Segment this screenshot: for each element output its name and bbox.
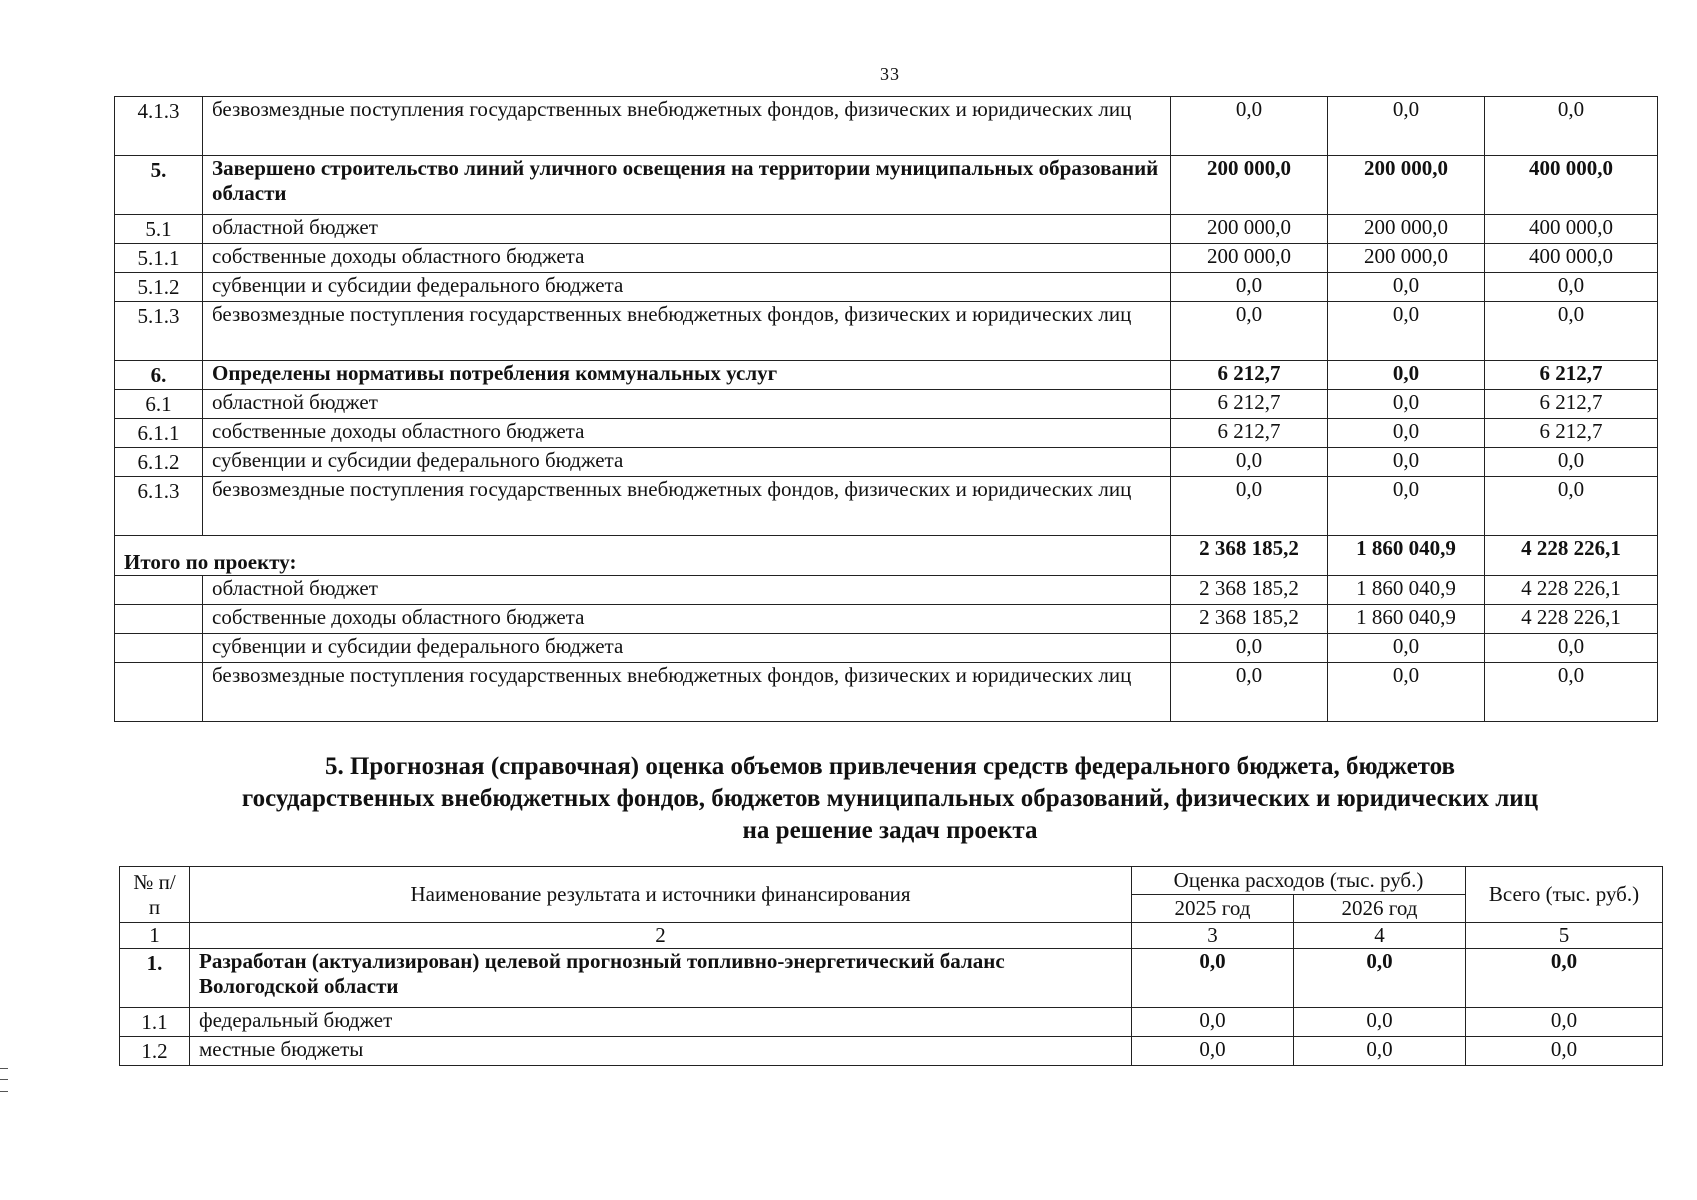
row-number-empty bbox=[115, 663, 203, 722]
value-2026: 0,0 bbox=[1294, 1008, 1466, 1037]
value-2026: 1 860 040,9 bbox=[1328, 576, 1485, 605]
value-2025: 6 212,7 bbox=[1171, 390, 1328, 419]
value-total: 6 212,7 bbox=[1485, 390, 1658, 419]
value-2026: 0,0 bbox=[1328, 448, 1485, 477]
value-2025: 200 000,0 bbox=[1171, 244, 1328, 273]
section-title: 5. Прогнозная (справочная) оценка объемов привлечения средств федерального бюджета, бюджетов государственных внебюджетных фондов, бюджетов муниципальных образований, физических и юридических лиц на решение задач проекта bbox=[241, 753, 1539, 844]
value-2026: 1 860 040,9 bbox=[1328, 605, 1485, 634]
column-number: 4 bbox=[1294, 923, 1466, 949]
row-number: 5. bbox=[115, 156, 203, 215]
row-number: 5.1.1 bbox=[115, 244, 203, 273]
header-total: Всего (тыс. руб.) bbox=[1466, 867, 1663, 923]
table-row bbox=[115, 605, 1658, 634]
row-number: 4.1.3 bbox=[115, 97, 203, 156]
value-total: 0,0 bbox=[1485, 97, 1658, 156]
row-name: областной бюджет bbox=[203, 215, 1171, 244]
table-row bbox=[120, 1008, 1663, 1037]
table-row bbox=[115, 244, 1658, 273]
column-number-row bbox=[120, 923, 1663, 949]
row-number: 6.1 bbox=[115, 390, 203, 419]
column-number: 2 bbox=[190, 923, 1132, 949]
table-row bbox=[115, 361, 1658, 390]
value-2025: 200 000,0 bbox=[1171, 215, 1328, 244]
table-row bbox=[120, 1037, 1663, 1066]
row-number-empty bbox=[115, 634, 203, 663]
row-name: областной бюджет bbox=[203, 390, 1171, 419]
row-number: 5.1.3 bbox=[115, 302, 203, 361]
value-2026: 0,0 bbox=[1328, 97, 1485, 156]
value-2025: 6 212,7 bbox=[1171, 361, 1328, 390]
total-value-2025: 2 368 185,2 bbox=[1171, 536, 1328, 576]
value-2026: 0,0 bbox=[1294, 949, 1466, 1008]
value-total: 0,0 bbox=[1485, 634, 1658, 663]
row-number: 6.1.3 bbox=[115, 477, 203, 536]
header-number: № п/п bbox=[120, 867, 190, 923]
value-total: 400 000,0 bbox=[1485, 215, 1658, 244]
row-number: 5.1 bbox=[115, 215, 203, 244]
total-label: Итого по проекту: bbox=[115, 536, 1171, 576]
table-row bbox=[115, 448, 1658, 477]
value-2026: 0,0 bbox=[1328, 477, 1485, 536]
row-name: безвозмездные поступления государственных внебюджетных фондов, физических и юридических лиц bbox=[203, 302, 1171, 361]
table-row bbox=[115, 97, 1658, 156]
row-number-empty bbox=[115, 605, 203, 634]
value-2026: 0,0 bbox=[1328, 390, 1485, 419]
margin-binding-mark bbox=[0, 1068, 8, 1092]
value-2026: 0,0 bbox=[1328, 663, 1485, 722]
value-2025: 0,0 bbox=[1132, 1037, 1294, 1066]
value-2026: 0,0 bbox=[1294, 1037, 1466, 1066]
value-total: 0,0 bbox=[1485, 273, 1658, 302]
total-row bbox=[115, 536, 1658, 576]
value-2025: 0,0 bbox=[1171, 634, 1328, 663]
value-total: 0,0 bbox=[1485, 302, 1658, 361]
value-total: 400 000,0 bbox=[1485, 156, 1658, 215]
value-2025: 0,0 bbox=[1171, 97, 1328, 156]
column-number: 5 bbox=[1466, 923, 1663, 949]
value-2026: 200 000,0 bbox=[1328, 244, 1485, 273]
table-row bbox=[115, 477, 1658, 536]
row-name: собственные доходы областного бюджета bbox=[203, 605, 1171, 634]
row-name: Разработан (актуализирован) целевой прогнозный топливно-энергетический баланс Вологодской области bbox=[190, 949, 1132, 1008]
value-2026: 0,0 bbox=[1328, 634, 1485, 663]
row-name: безвозмездные поступления государственных внебюджетных фондов, физических и юридических лиц bbox=[203, 477, 1171, 536]
row-name: собственные доходы областного бюджета bbox=[203, 244, 1171, 273]
row-number: 1.1 bbox=[120, 1008, 190, 1037]
row-number: 6.1.1 bbox=[115, 419, 203, 448]
header-row bbox=[120, 867, 1663, 895]
value-total: 0,0 bbox=[1466, 1037, 1663, 1066]
value-total: 0,0 bbox=[1485, 477, 1658, 536]
row-name: Завершено строительство линий уличного освещения на территории муниципальных образований области bbox=[203, 156, 1171, 215]
header-year-2026: 2026 год bbox=[1294, 895, 1466, 923]
table-row bbox=[115, 302, 1658, 361]
column-number: 1 bbox=[120, 923, 190, 949]
header-year-2025: 2025 год bbox=[1132, 895, 1294, 923]
value-2026: 0,0 bbox=[1328, 361, 1485, 390]
row-name: субвенции и субсидии федерального бюджета bbox=[203, 273, 1171, 302]
row-name: Определены нормативы потребления коммунальных услуг bbox=[203, 361, 1171, 390]
table-row bbox=[115, 215, 1658, 244]
header-name: Наименование результата и источники финансирования bbox=[190, 867, 1132, 923]
total-value-all: 4 228 226,1 bbox=[1485, 536, 1658, 576]
value-2025: 0,0 bbox=[1132, 949, 1294, 1008]
value-2025: 0,0 bbox=[1171, 273, 1328, 302]
value-2025: 0,0 bbox=[1171, 663, 1328, 722]
row-name: безвозмездные поступления государственных внебюджетных фондов, физических и юридических лиц bbox=[203, 663, 1171, 722]
value-2026: 200 000,0 bbox=[1328, 156, 1485, 215]
value-2025: 2 368 185,2 bbox=[1171, 576, 1328, 605]
row-number-empty bbox=[115, 576, 203, 605]
column-number: 3 bbox=[1132, 923, 1294, 949]
header-estimate: Оценка расходов (тыс. руб.) bbox=[1132, 867, 1466, 895]
forecast-table bbox=[119, 866, 1663, 1066]
total-value-2026: 1 860 040,9 bbox=[1328, 536, 1485, 576]
value-total: 0,0 bbox=[1485, 663, 1658, 722]
value-2025: 0,0 bbox=[1132, 1008, 1294, 1037]
value-2026: 200 000,0 bbox=[1328, 215, 1485, 244]
value-total: 4 228 226,1 bbox=[1485, 605, 1658, 634]
row-number: 1. bbox=[120, 949, 190, 1008]
table-row bbox=[115, 634, 1658, 663]
page-number: 33 bbox=[880, 64, 900, 84]
row-name: безвозмездные поступления государственных внебюджетных фондов, физических и юридических лиц bbox=[203, 97, 1171, 156]
table-row bbox=[115, 663, 1658, 722]
value-2025: 0,0 bbox=[1171, 477, 1328, 536]
value-total: 6 212,7 bbox=[1485, 419, 1658, 448]
value-total: 400 000,0 bbox=[1485, 244, 1658, 273]
row-name: федеральный бюджет bbox=[190, 1008, 1132, 1037]
value-total: 6 212,7 bbox=[1485, 361, 1658, 390]
row-name: субвенции и субсидии федерального бюджета bbox=[203, 448, 1171, 477]
row-name: областной бюджет bbox=[203, 576, 1171, 605]
value-2025: 6 212,7 bbox=[1171, 419, 1328, 448]
value-2025: 2 368 185,2 bbox=[1171, 605, 1328, 634]
table-row bbox=[120, 949, 1663, 1008]
value-2026: 0,0 bbox=[1328, 419, 1485, 448]
table-row bbox=[115, 390, 1658, 419]
table-row bbox=[115, 156, 1658, 215]
row-name: субвенции и субсидии федерального бюджета bbox=[203, 634, 1171, 663]
row-number: 5.1.2 bbox=[115, 273, 203, 302]
value-total: 0,0 bbox=[1485, 448, 1658, 477]
value-2026: 0,0 bbox=[1328, 302, 1485, 361]
table-row bbox=[115, 419, 1658, 448]
value-total: 0,0 bbox=[1466, 1008, 1663, 1037]
value-total: 4 228 226,1 bbox=[1485, 576, 1658, 605]
budget-table-continued bbox=[114, 96, 1658, 722]
value-total: 0,0 bbox=[1466, 949, 1663, 1008]
table-row bbox=[115, 576, 1658, 605]
value-2025: 200 000,0 bbox=[1171, 156, 1328, 215]
row-number: 6.1.2 bbox=[115, 448, 203, 477]
row-name: собственные доходы областного бюджета bbox=[203, 419, 1171, 448]
row-name: местные бюджеты bbox=[190, 1037, 1132, 1066]
value-2026: 0,0 bbox=[1328, 273, 1485, 302]
value-2025: 0,0 bbox=[1171, 302, 1328, 361]
row-number: 6. bbox=[115, 361, 203, 390]
table-row bbox=[115, 273, 1658, 302]
row-number: 1.2 bbox=[120, 1037, 190, 1066]
value-2025: 0,0 bbox=[1171, 448, 1328, 477]
